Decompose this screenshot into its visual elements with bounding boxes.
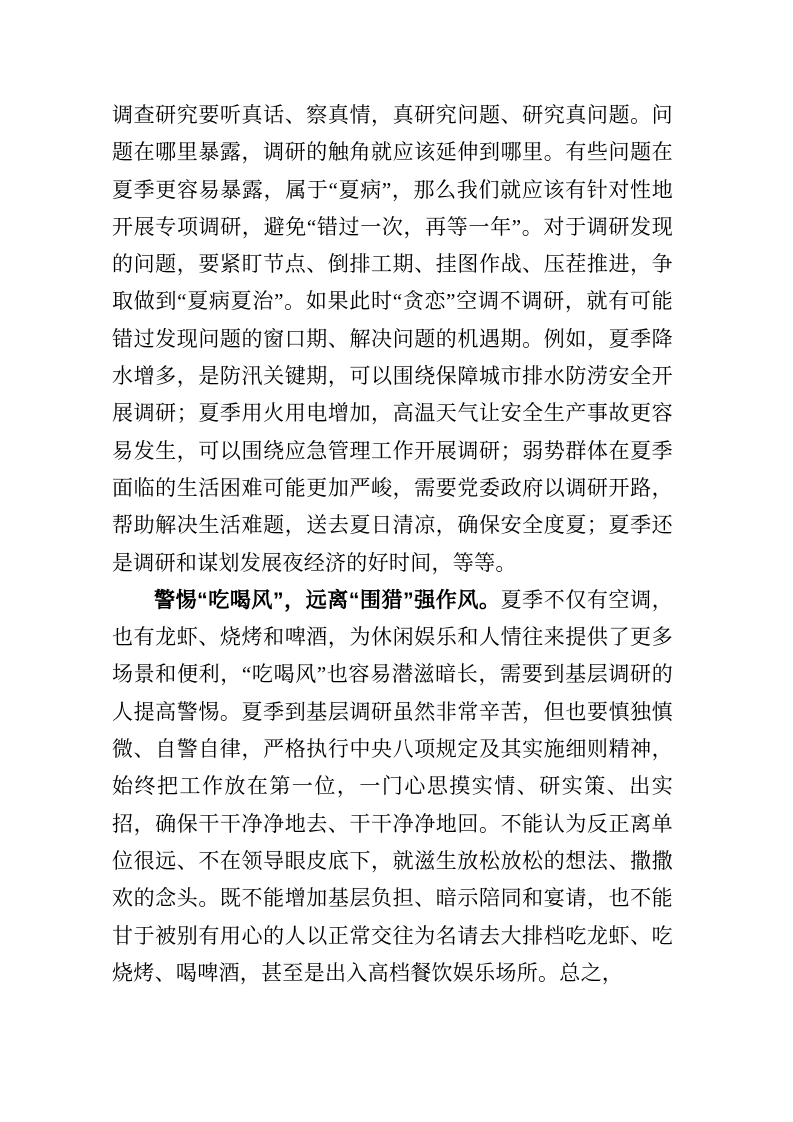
paragraph-text: 调查研究要听真话、察真情，真研究问题、研究真问题。问题在哪里暴露，调研的触角就应该延伸到哪里。有些问题在夏季更容易暴露，属于“夏病”，那么我们就应该有针对性地开展专项调研，避免“错过一次，再等一年”。对于调研发现的问题，要紧盯节点、倒排工期、挂图作战、压茬推进，争取做到“夏病夏治”。如果此时“贪恋”空调不调研，就有可能错过发现问题的窗口期、解决问题的机遇期。例如，夏季降水增多，是防汛关键期，可以围绕保障城市排水防涝安全开展调研；夏季用火用电增加，高温天气让安全生产事故更容易发生，可以围绕应急管理工作开展调研；弱势群体在夏季面临的生活困难可能更加严峻，需要党委政府以调研开路，帮助解决生活难题，送去夏日清凉，确保安全度夏；夏季还是调研和谋划发展夜经济的好时间，等等。 (112, 103, 673, 575)
paragraph-text: 夏季不仅有空调，也有龙虾、烧烤和啤酒，为休闲娱乐和人情往来提供了更多场景和便利，“吃喝风”也容易潜滋暗长，需要到基层调研的人提高警惕。夏季到基层调研虽然非常辛苦，但也要慎独慎微、自警自律，严格执行中央八项规定及其实施细则精神，始终把工作放在第一位，一门心思摸实情、研实策、出实招，确保干干净净地去、干干净净地回。不能认为反正离单位很远、不在领导眼皮底下，就滋生放松放松的想法、撒撒欢的念头。既不能增加基层负担、暗示陪同和宴请，也不能甘于被别有用心的人以正常交往为名请去大排档吃龙虾、吃烧烤、喝啤酒，甚至是出入高档餐饮娱乐场所。总之， (112, 587, 673, 985)
paragraph-lead-bold: 警惕“吃喝风”，远离“围猎”强作风。 (154, 588, 501, 612)
document-body (112, 97, 673, 992)
paragraph (112, 582, 673, 992)
paragraph (112, 97, 673, 582)
